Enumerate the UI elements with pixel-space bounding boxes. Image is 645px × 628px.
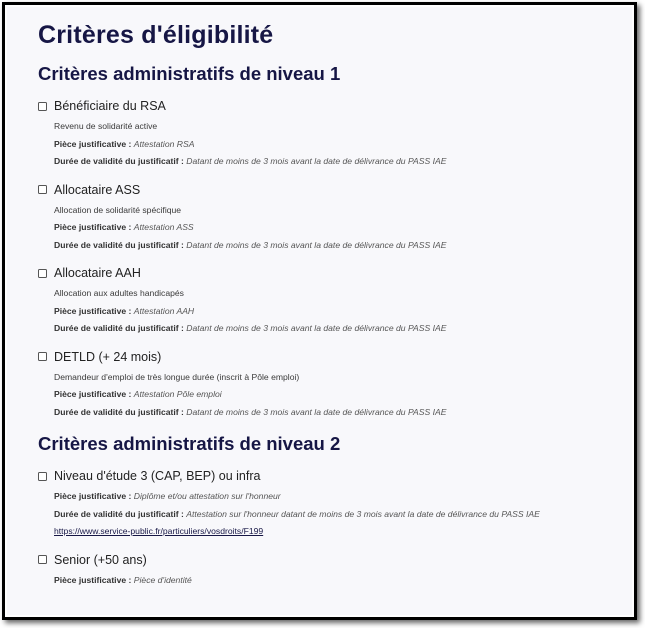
piece-justificative bbox=[54, 303, 612, 321]
piece-justificative bbox=[54, 572, 612, 590]
duree-validite bbox=[54, 320, 612, 338]
piece-value: Pièce d'identité bbox=[133, 574, 192, 585]
reference-link-row bbox=[54, 523, 612, 541]
piece-label: Pièce justificative : bbox=[54, 389, 132, 399]
duree-value: Attestation sur l'honneur datant de moins de 3 mois avant la date de délivrance du PASS IAE bbox=[186, 508, 540, 519]
criterion-detld bbox=[38, 347, 612, 422]
duree-validite bbox=[54, 237, 612, 255]
criterion-senior bbox=[38, 550, 612, 590]
criterion-label[interactable]: Niveau d'étude 3 (CAP, BEP) ou infra bbox=[54, 469, 261, 483]
criterion-label[interactable]: Bénéficiaire du RSA bbox=[54, 99, 166, 113]
criterion-label[interactable]: Allocataire AAH bbox=[54, 266, 141, 280]
criterion-rsa bbox=[38, 96, 612, 171]
duree-value: Datant de moins de 3 mois avant la date de délivrance du PASS IAE bbox=[186, 323, 447, 333]
criterion-ass bbox=[38, 180, 612, 255]
section-heading-level-2: Critères administratifs de niveau 2 bbox=[38, 433, 341, 454]
piece-label: Pièce justificative : bbox=[54, 305, 132, 316]
criterion-label[interactable]: Senior (+50 ans) bbox=[54, 552, 147, 567]
piece-justificative bbox=[54, 219, 612, 237]
piece-justificative bbox=[54, 386, 612, 404]
checkbox-niveau-etude[interactable] bbox=[38, 472, 47, 481]
service-public-link[interactable]: https://www.service-public.fr/particuliers/vosdroits/F199 bbox=[54, 526, 264, 536]
criterion-description: Demandeur d'emploi de très longue durée (inscrit à Pôle emploi) bbox=[54, 371, 300, 382]
page-area bbox=[7, 7, 632, 615]
piece-justificative bbox=[54, 488, 612, 506]
checkbox-aah[interactable] bbox=[38, 269, 47, 278]
piece-value: Diplôme et/ou attestation sur l'honneur bbox=[133, 491, 281, 501]
duree-validite bbox=[54, 153, 612, 171]
criterion-label[interactable]: DETLD (+ 24 mois) bbox=[54, 349, 162, 364]
duree-label: Durée de validité du justificatif : bbox=[54, 323, 184, 333]
criterion-description: Allocation aux adultes handicapés bbox=[54, 288, 184, 298]
duree-validite bbox=[54, 404, 612, 422]
duree-label: Durée de validité du justificatif : bbox=[54, 508, 184, 519]
duree-label: Durée de validité du justificatif : bbox=[54, 239, 184, 250]
duree-validite bbox=[54, 506, 612, 524]
checkbox-rsa[interactable] bbox=[38, 102, 47, 111]
piece-label: Pièce justificative : bbox=[54, 222, 132, 232]
criterion-niveau-etude bbox=[38, 466, 612, 541]
duree-value: Datant de moins de 3 mois avant la date de délivrance du PASS IAE bbox=[186, 156, 447, 166]
section-heading-level-1: Critères administratifs de niveau 1 bbox=[38, 63, 341, 84]
duree-value: Datant de moins de 3 mois avant la date de délivrance du PASS IAE bbox=[186, 239, 447, 250]
criterion-description: Revenu de solidarité active bbox=[54, 121, 158, 131]
window-frame bbox=[2, 2, 637, 620]
criterion-label[interactable]: Allocataire ASS bbox=[54, 182, 141, 197]
page-title: Critères d'éligibilité bbox=[38, 21, 274, 49]
duree-label: Durée de validité du justificatif : bbox=[54, 406, 184, 417]
piece-value: Attestation ASS bbox=[133, 222, 194, 232]
piece-label: Pièce justificative : bbox=[54, 574, 132, 585]
piece-justificative bbox=[54, 136, 612, 154]
duree-value: Datant de moins de 3 mois avant la date de délivrance du PASS IAE bbox=[186, 406, 447, 417]
criterion-description: Allocation de solidarité spécifique bbox=[54, 204, 182, 215]
piece-label: Pièce justificative : bbox=[54, 138, 132, 149]
piece-label: Pièce justificative : bbox=[54, 491, 132, 501]
checkbox-detld[interactable] bbox=[38, 352, 47, 361]
piece-value: Attestation AAH bbox=[133, 305, 195, 316]
duree-label: Durée de validité du justificatif : bbox=[54, 156, 184, 166]
piece-value: Attestation Pôle emploi bbox=[133, 389, 222, 399]
eligibility-content bbox=[38, 17, 612, 589]
checkbox-senior[interactable] bbox=[38, 555, 47, 564]
piece-value: Attestation RSA bbox=[133, 138, 195, 149]
checkbox-ass[interactable] bbox=[38, 185, 47, 194]
criterion-aah bbox=[38, 263, 612, 338]
